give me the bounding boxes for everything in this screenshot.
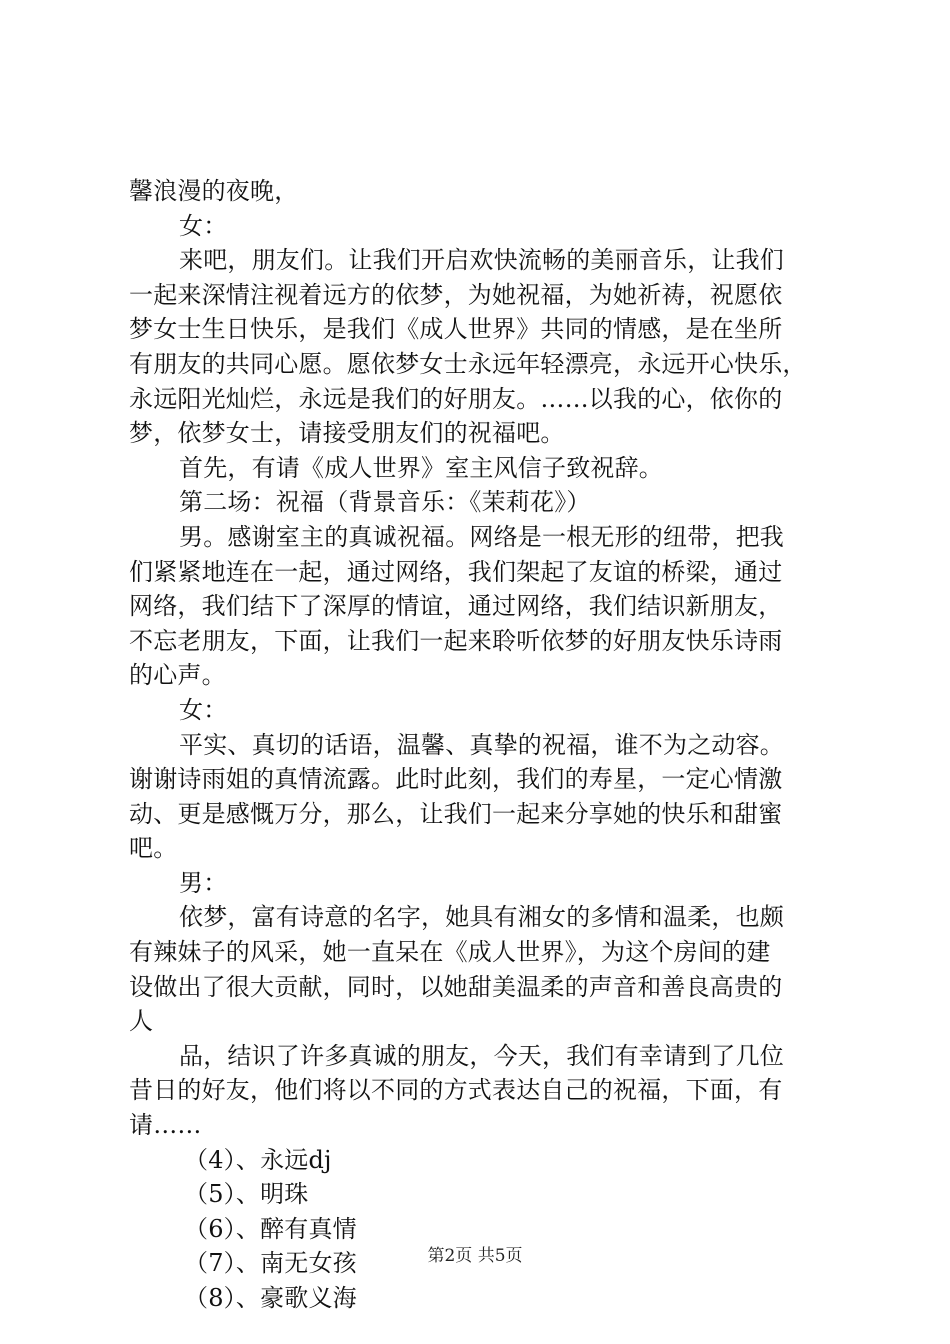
- text-line: 人: [129, 1007, 154, 1036]
- text-line: 设做出了很大贡献，同时，以她甜美温柔的声音和善良高贵的: [129, 972, 783, 1001]
- text-line: （8）、豪歌义海: [184, 1284, 357, 1312]
- text-line: 梦，依梦女士，请接受朋友们的祝福吧。: [129, 419, 565, 448]
- text-line: 网络，我们结下了深厚的情谊，通过网络，我们结识新朋友，: [129, 592, 783, 621]
- text-line: 们紧紧地连在一起，通过网络，我们架起了友谊的桥梁，通过: [129, 557, 783, 586]
- text-line: （7）、南无女孩: [184, 1249, 357, 1278]
- text-line: 吧。: [129, 834, 178, 863]
- text-line: 不忘老朋友，下面，让我们一起来聆听依梦的好朋友快乐诗雨: [129, 626, 783, 655]
- text-line: 男。感谢室主的真诚祝福。网络是一根无形的纽带，把我: [179, 522, 784, 551]
- text-line: 一起来深情注视着远方的依梦，为她祝福，为她祈祷，祝愿依: [129, 280, 783, 309]
- text-line: （6）、醉有真情: [184, 1214, 357, 1243]
- text-line: 品，结识了许多真诚的朋友，今天，我们有幸请到了几位: [179, 1041, 784, 1070]
- text-line: 谢谢诗雨姐的真情流露。此时此刻，我们的寿星，一定心情激: [129, 765, 783, 794]
- text-line: 依梦，富有诗意的名字，她具有湘女的多情和温柔，也颇: [179, 903, 784, 932]
- text-line: （4）、永远dj: [184, 1145, 332, 1174]
- text-line: 动、更是感慨万分，那么，让我们一起来分享她的快乐和甜蜜: [129, 799, 783, 828]
- text-line: 男：: [179, 868, 228, 897]
- text-line: 平实、真切的话语，温馨、真挚的祝福，谁不为之动容。: [179, 730, 784, 759]
- text-line: 女：: [179, 211, 228, 240]
- text-line: 馨浪漫的夜晚，: [129, 177, 299, 205]
- text-line: 有辣妹子的风采，她一直呆在《成人世界》，为这个房间的建: [129, 938, 771, 967]
- text-line: 昔日的好友，他们将以不同的方式表达自己的祝福，下面，有: [129, 1076, 783, 1105]
- text-line: 女：: [179, 695, 228, 724]
- text-line: 首先，有请《成人世界》室主风信子致祝辞。: [179, 453, 663, 482]
- document-body: [129, 174, 835, 1316]
- text-line: 梦女士生日快乐，是我们《成人世界》共同的情感，是在坐所: [129, 315, 783, 344]
- text-line: 的心声。: [129, 661, 226, 690]
- text-line: 有朋友的共同心愿。愿依梦女士永远年轻漂亮，永远开心快乐，: [129, 349, 807, 378]
- text-line: 请……: [129, 1111, 202, 1140]
- text-line: 第二场：祝福（背景音乐：《茉莉花》）: [179, 488, 591, 517]
- text-line: （5）、明珠: [184, 1180, 309, 1209]
- text-line: 来吧，朋友们。让我们开启欢快流畅的美丽音乐，让我们: [179, 246, 784, 275]
- text-line: 永远阳光灿烂，永远是我们的好朋友。……以我的心，依你的: [129, 384, 783, 413]
- page-footer: 第2页 共5页: [427, 1246, 523, 1266]
